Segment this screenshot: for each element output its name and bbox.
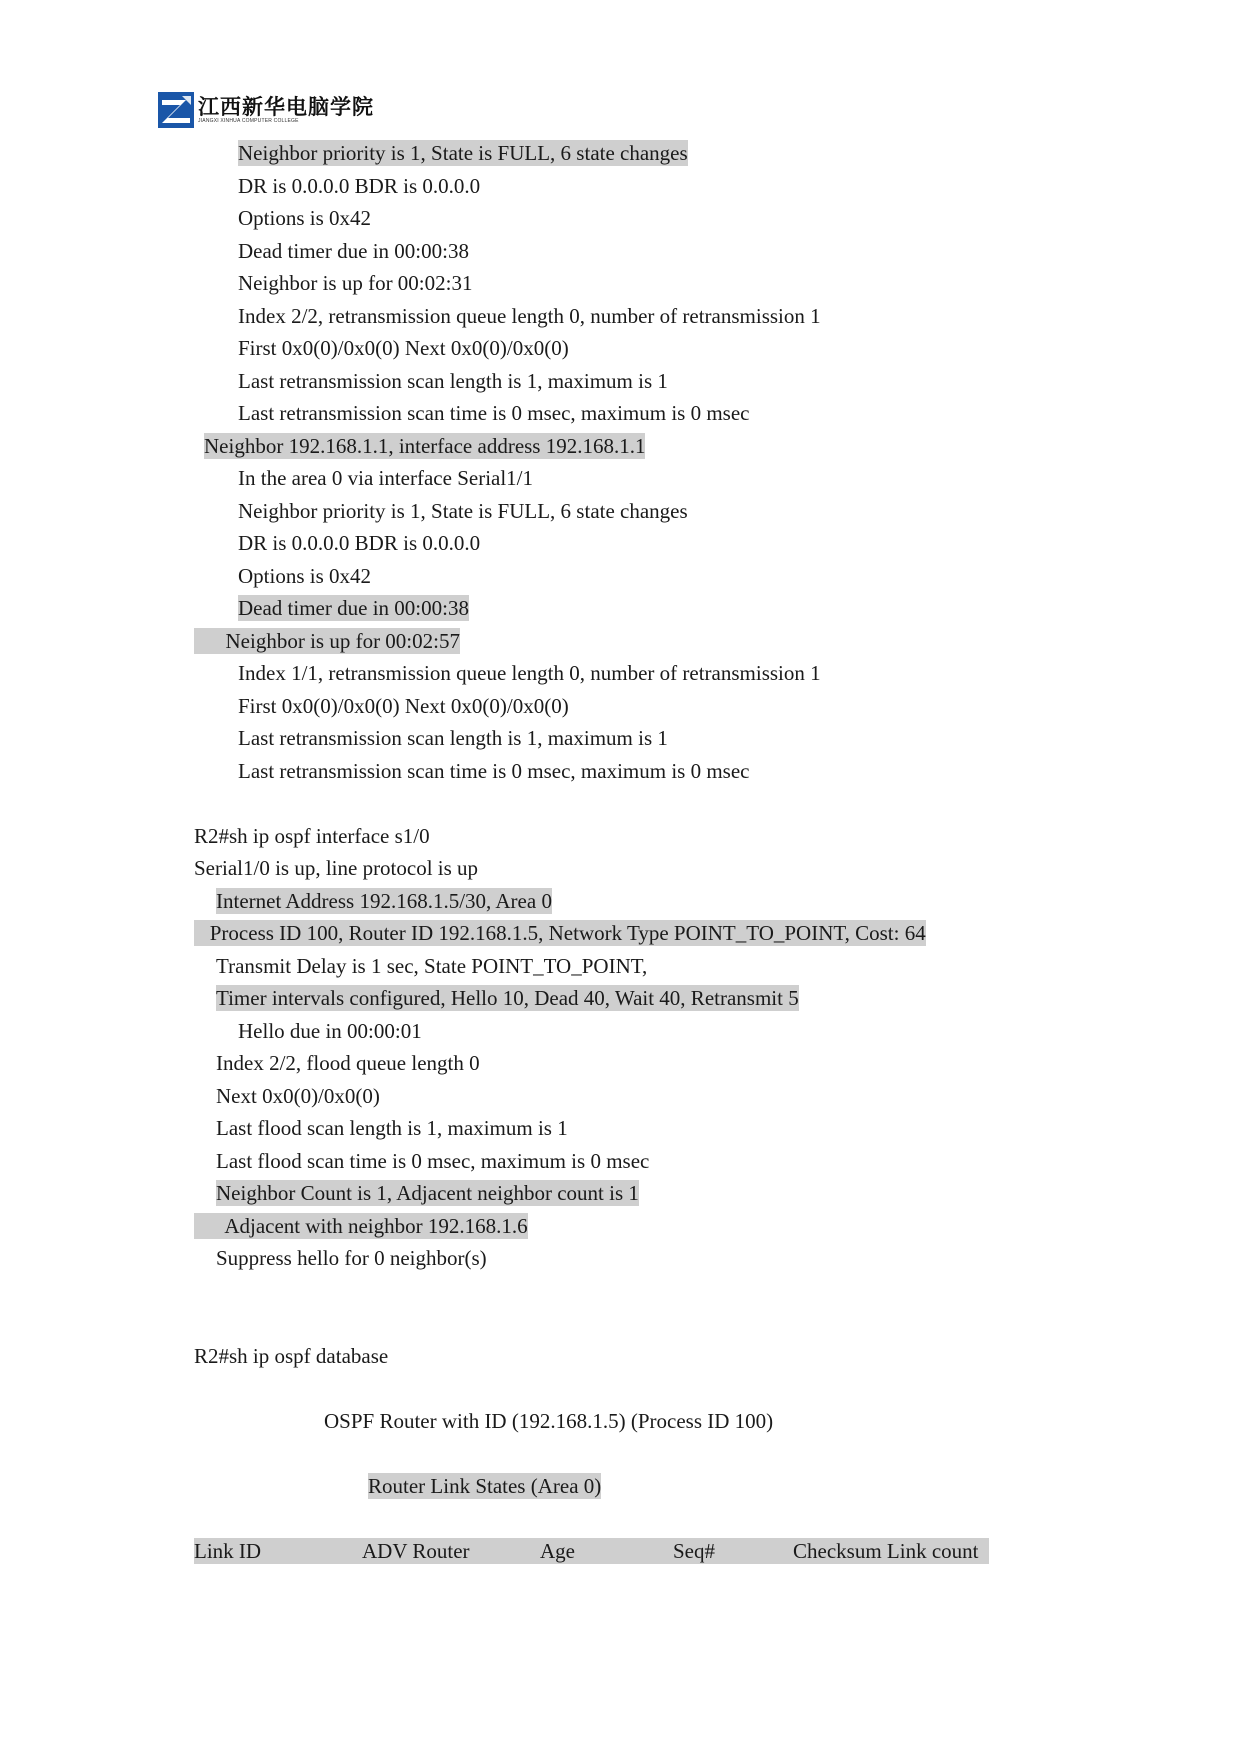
text-line: Index 2/2, flood queue length 0 [216, 1051, 480, 1075]
text-line: R2#sh ip ospf database [194, 1344, 389, 1368]
text-line: Dead timer due in 00:00:38 [238, 596, 469, 620]
text-line: Index 2/2, retransmission queue length 0, number of retransmission 1 [238, 304, 821, 328]
logo-english-name: JIANGXI XINHUA COMPUTER COLLEGE [198, 117, 299, 124]
text-line: Options is 0x42 [238, 564, 372, 588]
text-line: DR is 0.0.0.0 BDR is 0.0.0.0 [238, 174, 481, 198]
text-line: First 0x0(0)/0x0(0) Next 0x0(0)/0x0(0) [238, 694, 569, 718]
table-header-cell: Link ID [194, 1539, 262, 1563]
text-line: Last retransmission scan time is 0 msec, maximum is 0 msec [238, 401, 750, 425]
table-header-cell: ADV Router [362, 1539, 470, 1563]
text-line: Suppress hello for 0 neighbor(s) [216, 1246, 487, 1270]
text-line: Router Link States (Area 0) [368, 1474, 602, 1498]
text-line: R2#sh ip ospf interface s1/0 [194, 824, 430, 848]
text-line: Neighbor 192.168.1.1, interface address 192.168.1.1 [204, 434, 646, 458]
text-line: Next 0x0(0)/0x0(0) [216, 1084, 380, 1108]
logo-chinese-name: 江西新华电脑学院 [198, 93, 374, 119]
text-line: OSPF Router with ID (192.168.1.5) (Process ID 100) [324, 1409, 774, 1433]
text-line: First 0x0(0)/0x0(0) Next 0x0(0)/0x0(0) [238, 336, 569, 360]
text-line: DR is 0.0.0.0 BDR is 0.0.0.0 [238, 531, 481, 555]
text-line: Neighbor is up for 00:02:57 [194, 629, 460, 653]
table-header-cell: Seq# [673, 1539, 715, 1563]
text-line: Adjacent with neighbor 192.168.1.6 [194, 1214, 528, 1238]
text-line: Transmit Delay is 1 sec, State POINT_TO_POINT, [216, 954, 648, 978]
text-line: Last flood scan time is 0 msec, maximum is 0 msec [216, 1149, 650, 1173]
text-line: Neighbor priority is 1, State is FULL, 6 state changes [238, 141, 688, 165]
text-line: Process ID 100, Router ID 192.168.1.5, Network Type POINT_TO_POINT, Cost: 64 [194, 921, 926, 945]
text-line: Hello due in 00:00:01 [238, 1019, 422, 1043]
text-line: Last retransmission scan time is 0 msec, maximum is 0 msec [238, 759, 750, 783]
text-line: Options is 0x42 [238, 206, 372, 230]
text-line: Last flood scan length is 1, maximum is 1 [216, 1116, 568, 1140]
table-header-cell: Checksum Link count [793, 1539, 979, 1563]
logo-text [198, 93, 374, 125]
text-line: Neighbor Count is 1, Adjacent neighbor count is 1 [216, 1181, 639, 1205]
table-header-cell: Age [540, 1539, 575, 1563]
text-line: Serial1/0 is up, line protocol is up [194, 856, 479, 880]
text-line: Last retransmission scan length is 1, maximum is 1 [238, 726, 668, 750]
text-line: Internet Address 192.168.1.5/30, Area 0 [216, 889, 552, 913]
text-line: Timer intervals configured, Hello 10, Dead 40, Wait 40, Retransmit 5 [216, 986, 799, 1010]
text-line: Last retransmission scan length is 1, maximum is 1 [238, 369, 668, 393]
text-line: Index 1/1, retransmission queue length 0, number of retransmission 1 [238, 661, 821, 685]
text-line: Neighbor priority is 1, State is FULL, 6 state changes [238, 499, 688, 523]
text-line: Dead timer due in 00:00:38 [238, 239, 469, 263]
college-logo [158, 92, 374, 128]
text-line: Neighbor is up for 00:02:31 [238, 271, 473, 295]
text-line: In the area 0 via interface Serial1/1 [238, 466, 534, 490]
logo-emblem-icon [158, 92, 194, 128]
